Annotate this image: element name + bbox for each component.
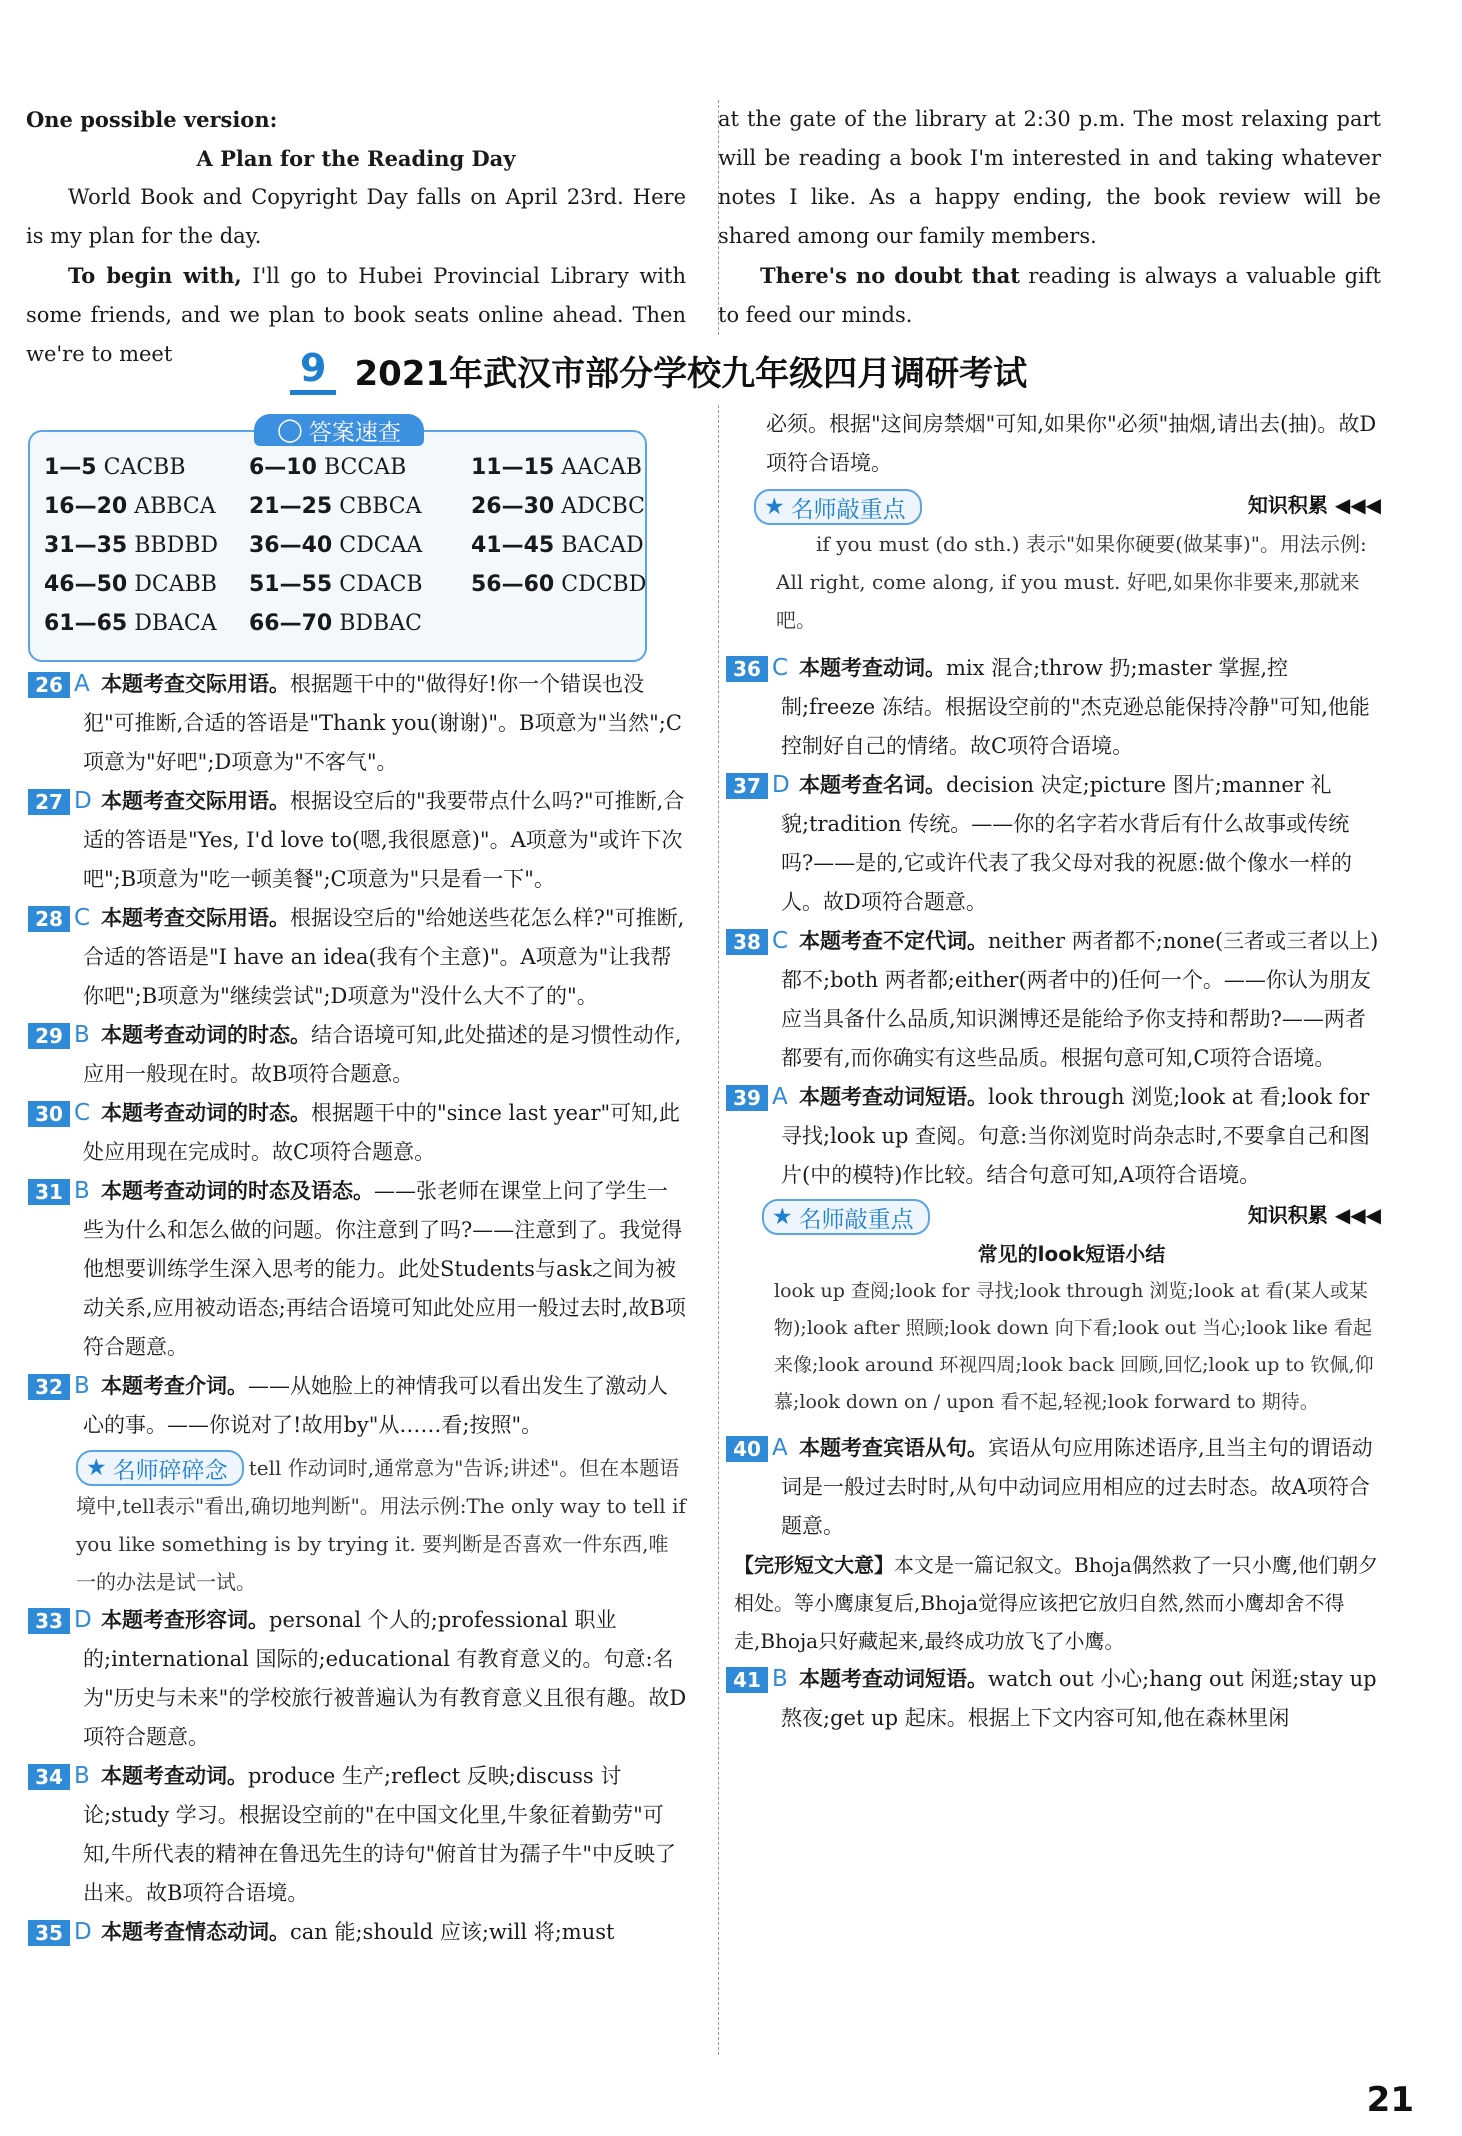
triangle-left-icon: ◀◀◀ [1334, 493, 1381, 517]
tip-label: ★ 名师敲重点 [762, 1199, 930, 1235]
answer-cell: 31—35 BBDBD [44, 533, 219, 558]
answer-cell: 61—65 DBACA [44, 611, 217, 636]
cloze-summary [726, 1546, 1381, 1660]
search-icon: ◯ [277, 417, 303, 443]
page-number: 21 [1366, 2080, 1414, 2120]
left-explanations [28, 665, 688, 1952]
top-left-column [26, 100, 686, 374]
answer-cell: 36—40 CDCAA [249, 533, 423, 558]
answer-cell: 51—55 CDACB [249, 572, 423, 597]
cloze-body: 本文是一篇记叙文。Bhoja偶然救了一只小鹰,他们朝夕相处。等小鹰康复后,Bhoja觉得应该把它放归自然,然而小鹰却舍不得走,Bhoja只好藏起来,最终成功放飞了小鹰。 [734, 1553, 1379, 1653]
explanation-29: 29 B 本题考查动词的时态。结合语境可知,此处描述的是习惯性动作,应用一般现在时。故B项符合题意。 [28, 1016, 688, 1094]
explanation-36: 36 C 本题考查动词。mix 混合;throw 扔;master 掌握,控制;freeze 冻结。根据设空前的"杰克逊总能保持冷静"可知,他能控制好自己的情绪。故C项符合语境。 [726, 649, 1381, 766]
explanation-32: 32 B 本题考查介词。——从她脸上的神情我可以看出发生了激动人心的事。——你说对了!故用by"从……看;按照"。 [28, 1367, 688, 1445]
answer-box-tab [254, 414, 424, 446]
explanation-38: 38 C 本题考查不定代词。neither 两者都不;none(三者或三者以上)都不;both 两者都;either(两者中的)任何一个。——你认为朋友应当具备什么品质,知识渊博还是能给予你支持和帮助?——两者都要有,而你确实有这些品质。根据句意可知,C项符合语境。 [726, 922, 1381, 1078]
explanation-39: 39 A 本题考查动词短语。look through 浏览;look at 看;look for 寻找;look up 查阅。句意:当你浏览时尚杂志时,不要拿自己和图片(中的模特)作比较。结合句意可知,A项符合语境。 [726, 1078, 1381, 1195]
answer-cell: 11—15 AACAB [471, 455, 642, 480]
tip-body: look up 查阅;look for 寻找;look through 浏览;look at 看(某人或某物);look after 照顾;look down 向下看;look out 当心;look like 看起来像;look around 环视四周;look back 回顾,回忆;look up to 钦佩,仰慕;look down on / upon 看不起,轻视;look forward to 期待。 [774, 1280, 1374, 1413]
teacher-icon: ★ [764, 494, 785, 520]
tip-body-2: All right, come along, if you must. 好吧,如果你非要来,那就来吧。 [776, 570, 1360, 632]
teacher-icon: ★ [772, 1204, 793, 1230]
tip-subtitle: 常见的look短语小结 [977, 1242, 1166, 1266]
tip-body: tell 作动词时,通常意为"告诉;讲述"。但在本题语境中,tell表示"看出,确切地判断"。用法示例:The only way to tell if you like something is by trying it. 要判断是否喜欢一件东西,唯一的办法是试一试。 [76, 1456, 686, 1594]
teacher-icon: ★ [86, 1455, 107, 1481]
essay-para-1: World Book and Copyright Day falls on April 23rd. Here is my plan for the day. [26, 185, 686, 248]
top-right-column [718, 100, 1381, 335]
tip-label: ★ 名师碎碎念 [76, 1450, 244, 1486]
answer-grid [44, 448, 647, 643]
right-items [726, 649, 1381, 1195]
essay-para-3: at the gate of the library at 2:30 p.m. The most relaxing part will be reading a book I'm interested in and taking whatever notes I like. As a happy ending, the book review will be shared among our family members. [718, 107, 1381, 248]
explanation-27: 27 D 本题考查交际用语。根据设空后的"我要带点什么吗?"可推断,合适的答语是"Yes, I'd love to(嗯,我很愿意)"。A项意为"或许下次吧";B项意为"吃一顿美餐";C项意为"只是看一下"。 [28, 782, 688, 899]
tip-block-must [726, 489, 1381, 639]
explanation-28: 28 C 本题考查交际用语。根据设空后的"给她送些花怎么样?"可推断,合适的答语是"I have an idea(我有个主意)"。A项意为"让我帮你吧";B项意为"继续尝试";D项意为"没什么大不了的"。 [28, 899, 688, 1016]
column-divider-main [718, 405, 719, 2055]
essay-para-4 [718, 256, 1381, 335]
answer-cell: 46—50 DCABB [44, 572, 217, 597]
knowledge-tag: 知识积累 ◀◀◀ [1247, 493, 1381, 517]
explanation-40: 40 A 本题考查宾语从句。宾语从句应用陈述语序,且当主句的谓语动词是一般过去时时,从句中动词应用相应的过去时态。故A项符合题意。 [726, 1429, 1381, 1546]
essay-lead-phrase: To begin with, [68, 263, 242, 288]
continued-text: 必须。根据"这间房禁烟"可知,如果你"必须"抽烟,请出去(抽)。故D项符合语境。 [766, 412, 1377, 475]
right-explanations [726, 405, 1381, 1738]
explanation-34: 34 B 本题考查动词。produce 生产;reflect 反映;discuss 讨论;study 学习。根据设空前的"在中国文化里,牛象征着勤劳"可知,牛所代表的精神在鲁迅先生的诗句"俯首甘为孺子牛"中反映了出来。故B项符合语境。 [28, 1757, 688, 1913]
version-label: One possible version: [26, 107, 278, 132]
triangle-left-icon: ◀◀◀ [1334, 1203, 1381, 1227]
tip-body-1: if you must (do sth.) 表示"如果你硬要(做某事)"。用法示例: [816, 532, 1367, 556]
essay-para-4-rest: reading is always a valuable gift to feed our minds. [718, 264, 1381, 327]
explanation-35: 35 D 本题考查情态动词。can 能;should 应该;will 将;must [28, 1913, 688, 1952]
explanation-26: 26 A 本题考查交际用语。根据题干中的"做得好!你一个错误也没犯"可推断,合适的答语是"Thank you(谢谢)"。B项意为"当然";C项意为"好吧";D项意为"不客气"。 [28, 665, 688, 782]
right-items-3 [726, 1660, 1381, 1738]
answer-cell: 6—10 BCCAB [249, 455, 407, 480]
cloze-lead: 【完形短文大意】 [734, 1553, 894, 1577]
answer-cell: 26—30 ADCBC [471, 494, 646, 519]
answer-box-tab-label: 答案速查 [308, 419, 401, 446]
answer-cell: 21—25 CBBCA [249, 494, 422, 519]
essay-title: A Plan for the Reading Day [196, 146, 516, 171]
section-title-text: 2021年武汉市部分学校九年级四月调研考试 [354, 353, 1028, 394]
explanation-37: 37 D 本题考查名词。decision 决定;picture 图片;manner 礼貌;tradition 传统。——你的名字若水背后有什么故事或传统吗?——是的,它或许代表了我父母对我的祝愿:做个像水一样的人。故D项符合题意。 [726, 766, 1381, 922]
right-items-2 [726, 1429, 1381, 1546]
answer-cell: 16—20 ABBCA [44, 494, 216, 519]
explanation-41: 41 B 本题考查动词短语。watch out 小心;hang out 闲逛;stay up 熬夜;get up 起床。根据上下文内容可知,他在森林里闲 [726, 1660, 1381, 1738]
tip-block-look [726, 1199, 1381, 1421]
answer-cell: 1—5 CACBB [44, 455, 186, 480]
tip-block-tell [28, 1449, 688, 1601]
answer-cell: 56—60 CDCBD [471, 572, 647, 597]
essay-para-2-rest: I'll go to Hubei Provincial Library with some friends, and we plan to book seats online ahead. Then we're to meet [26, 264, 686, 366]
knowledge-tag: 知识积累 ◀◀◀ [1247, 1203, 1381, 1227]
section-number: 9 [290, 346, 336, 395]
section-title [290, 345, 1027, 395]
explanation-30: 30 C 本题考查动词的时态。根据题干中的"since last year"可知,此处应用现在完成时。故C项符合题意。 [28, 1094, 688, 1172]
answer-cell: 41—45 BACAD [471, 533, 644, 558]
answer-cell: 66—70 BDBAC [249, 611, 422, 636]
essay-lead-phrase-2: There's no doubt that [760, 263, 1020, 288]
explanation-31: 31 B 本题考查动词的时态及语态。——张老师在课堂上问了学生一些为什么和怎么做的问题。你注意到了吗?——注意到了。我觉得他想要训练学生深入思考的能力。此处Students与ask之间为被动关系,应用被动语态;再结合语境可知此处应用一般过去时,故B项符合题意。 [28, 1172, 688, 1367]
explanation-33: 33 D 本题考查形容词。personal 个人的;professional 职业的;international 国际的;educational 有教育意义的。句意:名为"历史与未来"的学校旅行被普遍认为有教育意义且很有趣。故D项符合题意。 [28, 1601, 688, 1757]
tip-label: ★ 名师敲重点 [754, 489, 922, 525]
